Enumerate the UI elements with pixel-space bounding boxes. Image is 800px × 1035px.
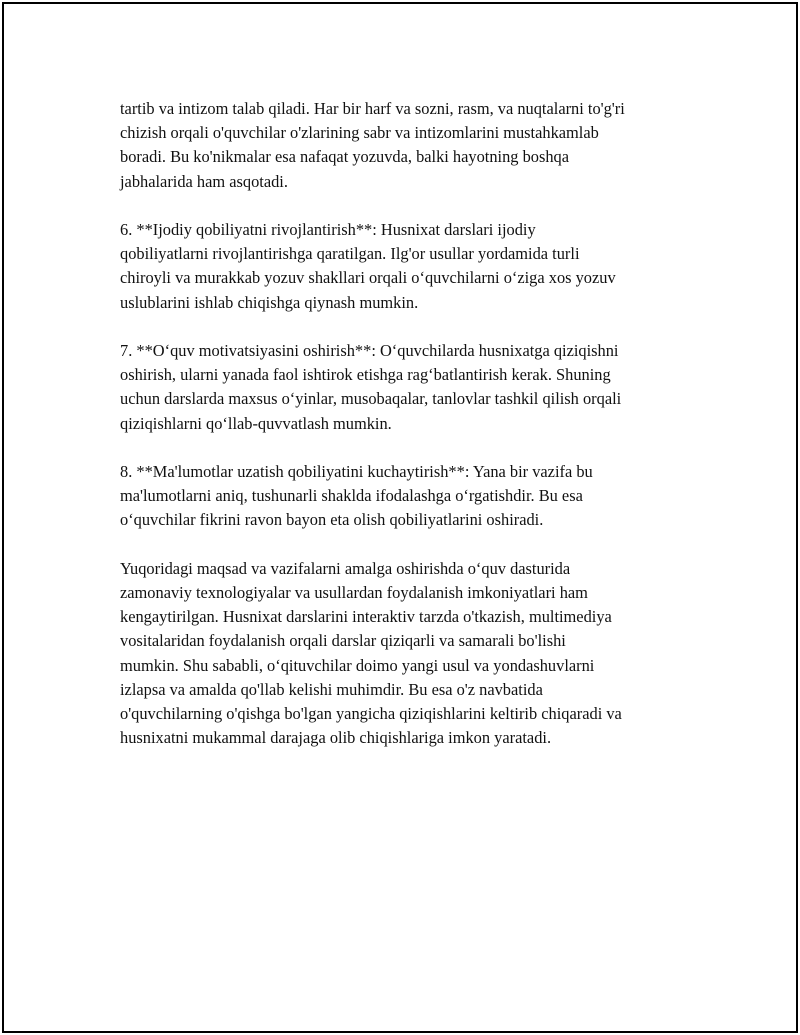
paragraph-conclusion: Yuqoridagi maqsad va vazifalarni amalga oshirishda o‘quv dasturida zamonaviy texnologiyalar va usullardan foydalanish imkoniyatlari ham kengaytirilgan. Husnixat darslarini interaktiv tarzda o'tkazish, multimediya vositalaridan foydalanish orqali darslar qiziqarli va samarali bo'lishi mumkin. Shu sababli, o‘qituvchilar doimo yangi usul va yondashuvlarni izlapsa va amalda qo'llab kelishi muhimdir. Bu esa o'z navbatida o'quvchilarning o'qishga bo'lgan yangicha qiziqishlarini keltirib chiqaradi va husnixatni mukammal darajaga olib chiqishlariga imkon yaratadi. [120, 558, 622, 748]
document-body [120, 97, 700, 750]
paragraph-item-8: 8. **Ma'lumotlar uzatish qobiliyatini kuchaytirish**: Yana bir vazifa bu ma'lumotlarni aniq, tushunarli shaklda ifodalashga o‘rgatishdir. Bu esa o‘quvchilar fikrini ravon bayon eta olish qobiliyatlarini oshiradi. [120, 462, 593, 530]
paragraph-item-6: 6. **Ijodiy qobiliyatni rivojlantirish**: Husnixat darslari ijodiy qobiliyatlarni rivojlantirishga qaratilgan. Ilg'or usullar yordamida turli chiroyli va murakkab yozuv shakllari orqali o‘quvchilarni o‘ziga xos yozuv uslublarini ishlab chiqishga qiynash mumkin. [120, 220, 616, 312]
paragraph-intro-continuation: tartib va intizom talab qiladi. Har bir harf va sozni, rasm, va nuqtalarni to'g'ri chizish orqali o'quvchilar o'zlarining sabr va intizomlarini mustahkamlab boradi. Bu ko'nikmalar esa nafaqat yozuvda, balki hayotning boshqa jabhalarida ham asqotadi. [120, 99, 625, 191]
document-page [2, 2, 798, 1033]
paragraph-item-7: 7. **O‘quv motivatsiyasini oshirish**: O‘quvchilarda husnixatga qiziqishni oshirish, ularni yanada faol ishtirok etishga rag‘batlantirish kerak. Shuning uchun darslarda maxsus o‘yinlar, musobaqalar, tanlovlar tashkil qilish orqali qiziqishlarni qo‘llab-quvvatlash mumkin. [120, 341, 622, 433]
